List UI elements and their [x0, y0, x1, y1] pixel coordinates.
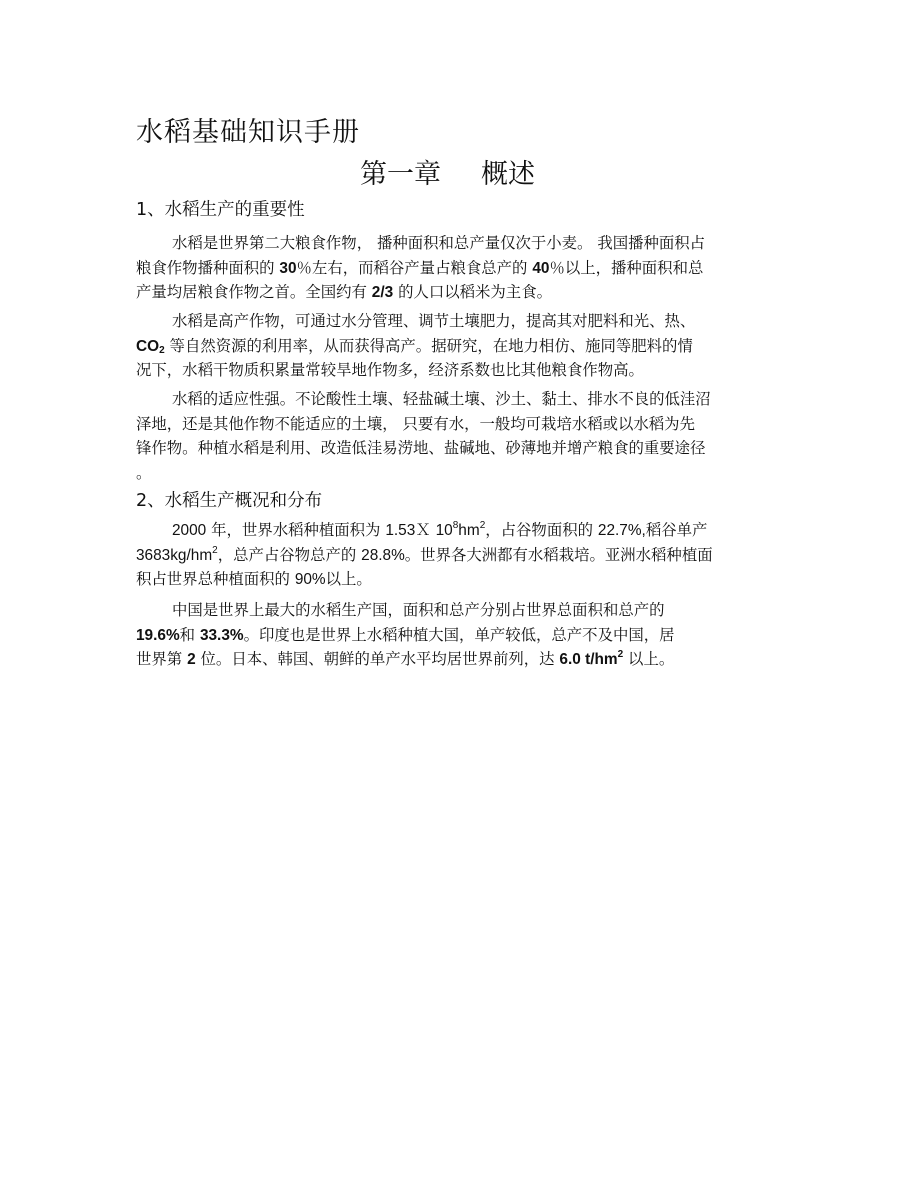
text-line: 水稻是高产作物，可通过水分管理、调节土壤肥力，提高其对肥料和光、热、: [172, 312, 696, 330]
paragraph: [136, 598, 768, 672]
text-line: 况下，水稻干物质积累量常较旱地作物多，经济系数也比其他粮食作物高。: [136, 361, 644, 380]
paragraph: [136, 518, 768, 592]
text-line: 19.6%和 33.3%。印度也是世界上水稻种植大国，单产较低，总产不及中国，居: [136, 625, 675, 644]
text-line: 泽地，还是其他作物不能适应的土壤， 只要有水，一般均可栽培水稻或以水稻为先: [136, 414, 695, 433]
paragraph: [136, 387, 768, 485]
text-line: 水稻的适应性强。不论酸性土壤、轻盐碱土壤、沙土、黏土、排水不良的低洼沼: [172, 390, 711, 408]
section-heading-1: 1、水稻生产的重要性: [136, 200, 305, 220]
text-line: 水稻是世界第二大粮食作物， 播种面积和总产量仅次于小麦。 我国播种面积占: [172, 234, 706, 252]
chapter-number: 第一章: [360, 159, 441, 190]
text-line: 积占世界总种植面积的 90%以上。: [136, 570, 372, 589]
text-line: 2000 年，世界水稻种植面积为 1.53Ｘ $10^8hm^2$，占谷物面积的 22.7%,稻谷单产: [172, 520, 708, 539]
text-line: 锋作物。种植水稻是利用、改造低洼易涝地、盐碱地、砂薄地并增产粮食的重要途径: [136, 439, 706, 458]
chapter-name: 概述: [481, 159, 535, 190]
section-heading-2: 2、水稻生产概况和分布: [136, 491, 323, 511]
text-line: $CO_2$ 等自然资源的利用率，从而获得高产。据研究，在地力相仿、施同等肥料的情: [136, 336, 693, 356]
document-title: 水稻基础知识手册: [136, 117, 360, 148]
paragraph: [136, 231, 768, 305]
text-line: 。: [136, 463, 152, 482]
text-line: 中国是世界上最大的水稻生产国，面积和总产分别占世界总面积和总产的: [172, 601, 665, 619]
chapter-title: [360, 158, 535, 192]
text-line: $3683kg/hm^2$，总产占谷物总产的 28.8%。世界各大洲都有水稻栽培。亚洲水稻种植面: [136, 544, 713, 564]
paragraph: [136, 309, 768, 383]
text-line: 世界第 2 位。日本、韩国、朝鲜的单产水平均居世界前列，达 6.0 $t/hm^2$ 以上。: [136, 649, 675, 669]
text-line: 粮食作物播种面积的 30％左右，而稻谷产量占粮食总产的 40％以上，播种面积和总: [136, 258, 704, 277]
text-line: 产量均居粮食作物之首。全国约有 2/3 的人口以稻米为主食。: [136, 283, 552, 302]
